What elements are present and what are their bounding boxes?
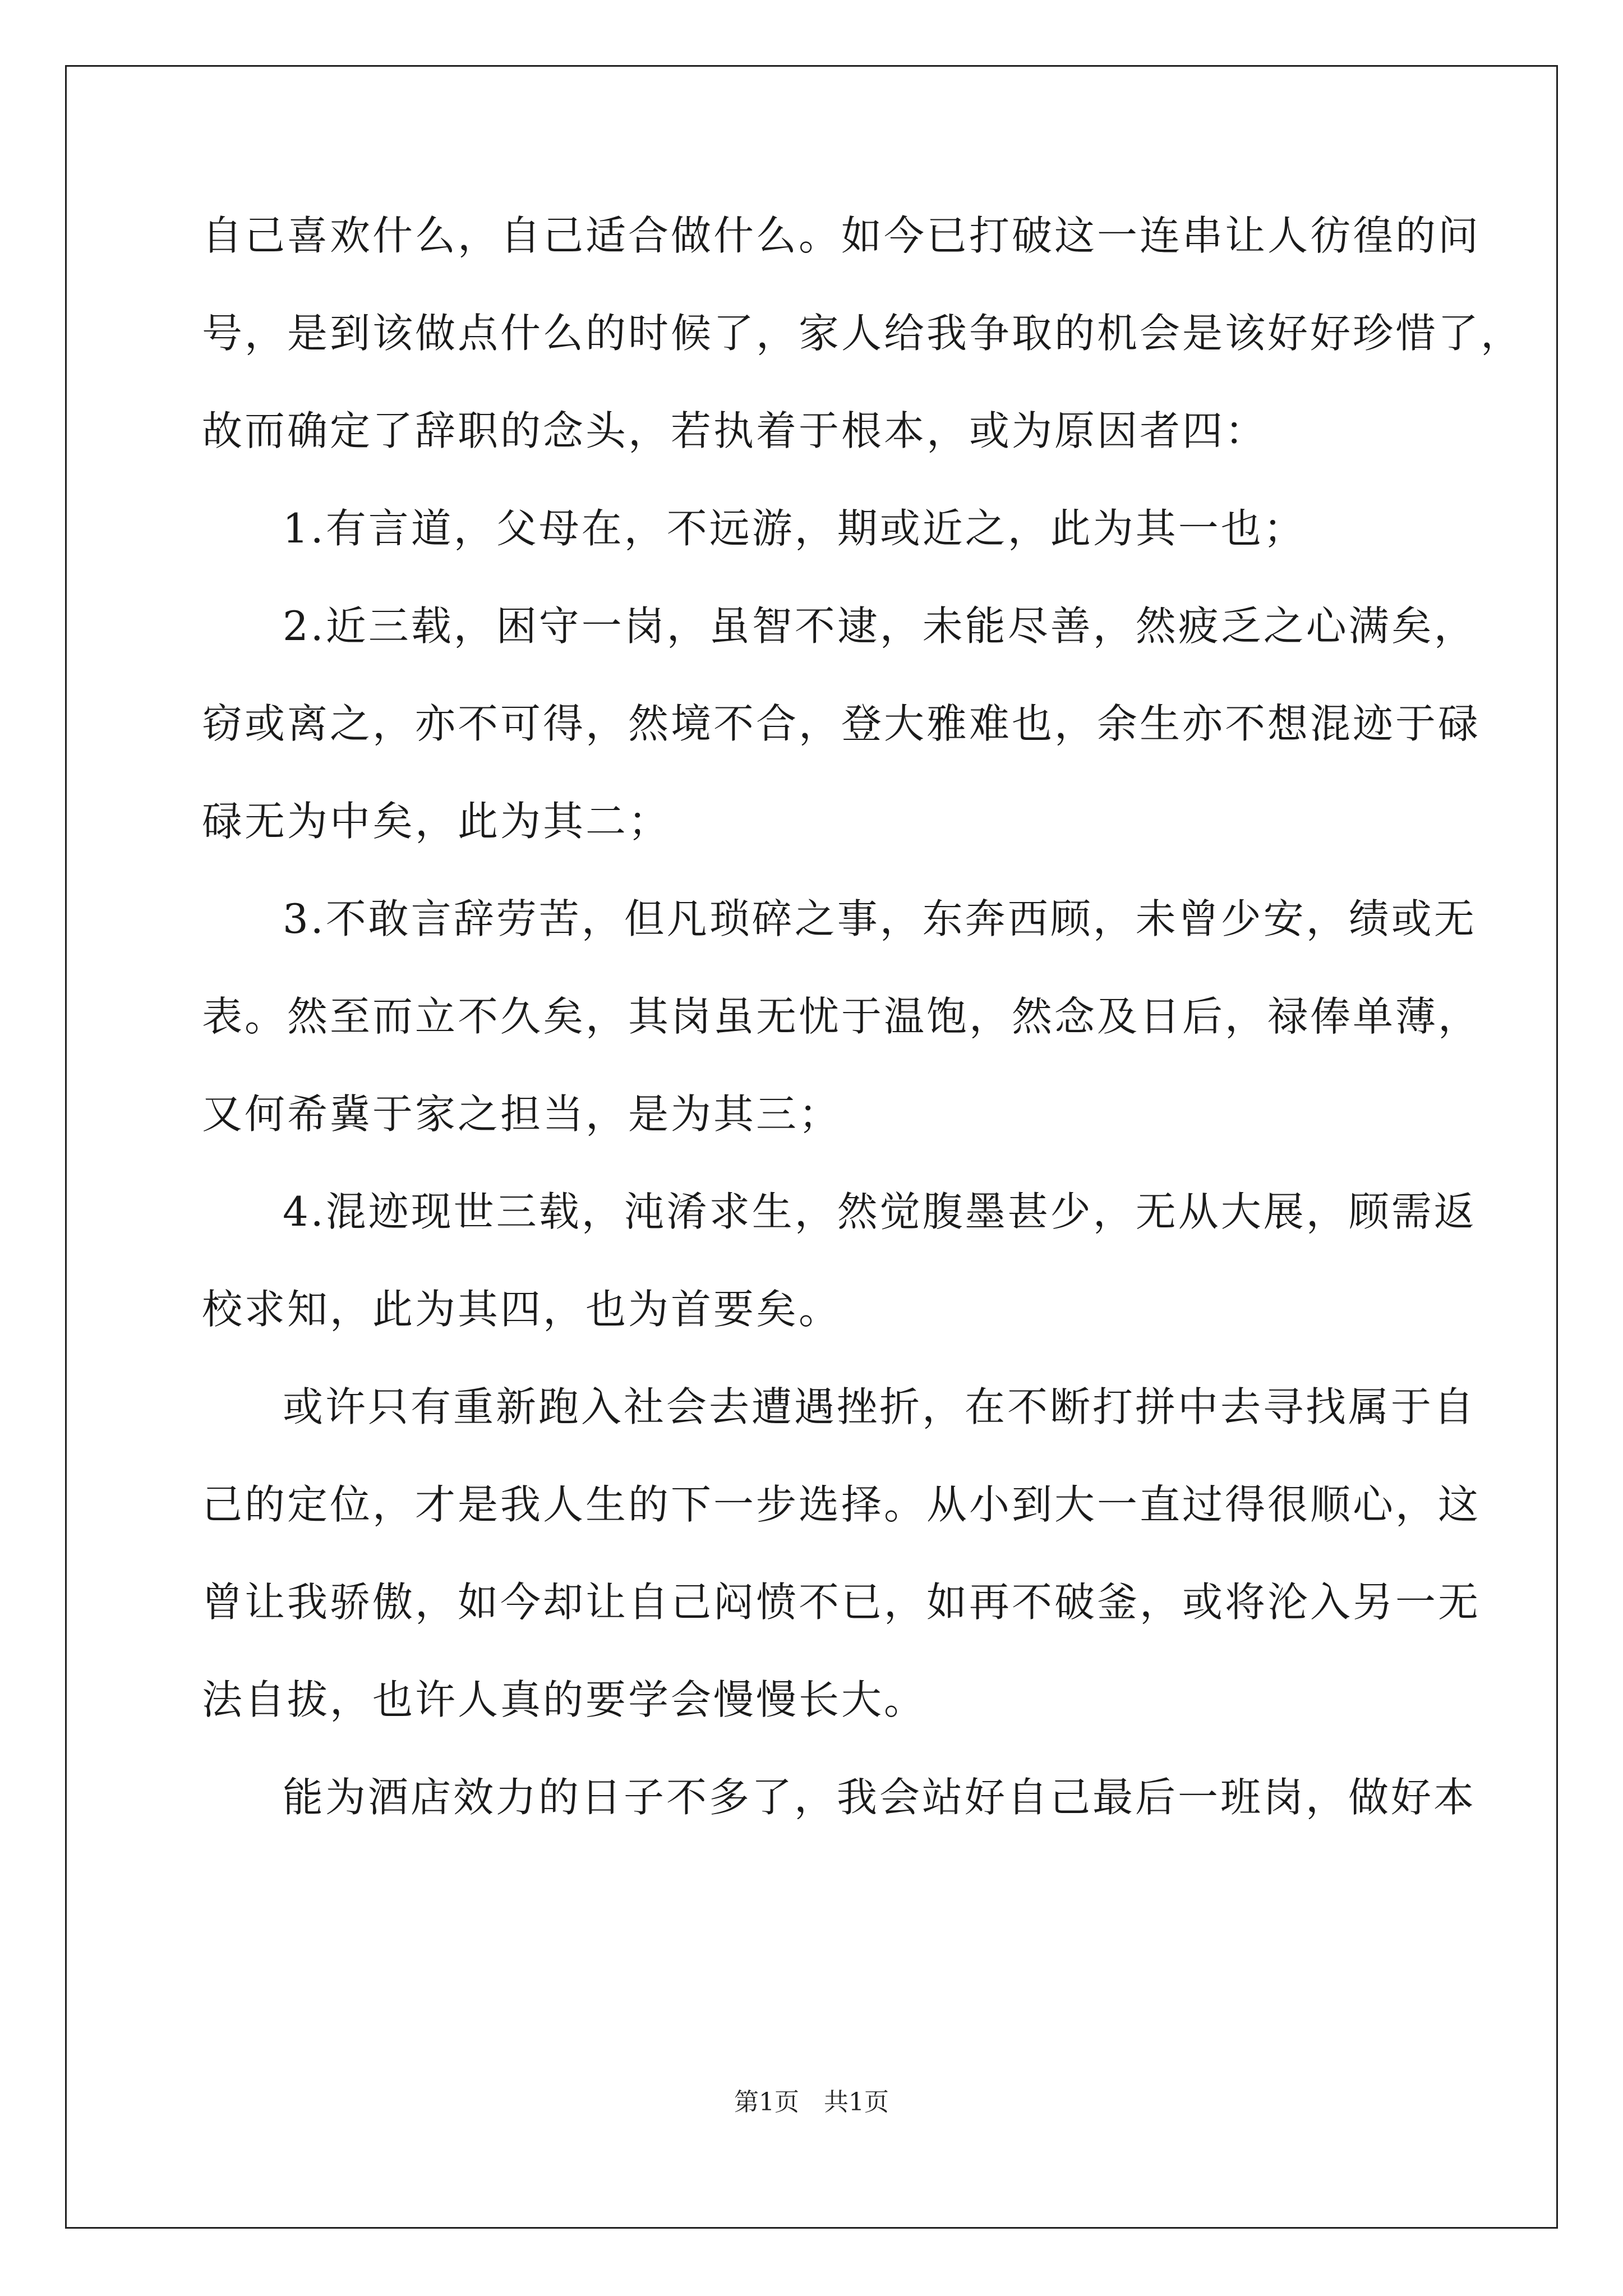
paragraph-start: 能为酒店效力的日子不多了，我会站好自己最后一班岗，做好本 [283, 1774, 1477, 1821]
text-line: 曾让我骄傲，如今却让自己闷愤不已，如再不破釜，或将沦入另一无 [202, 1579, 1481, 1626]
list-item-4: 4.混迹现世三载，沌淆求生，然觉腹墨甚少，无从大展，顾需返 [283, 1188, 1477, 1235]
text-line: 己的定位，才是我人生的下一步选择。从小到大一直过得很顺心，这 [202, 1481, 1481, 1528]
text-line: 号，是到该做点什么的时候了，家人给我争取的机会是该好好珍惜了， [202, 310, 1524, 357]
list-item-2: 2.近三载，困守一岗，虽智不逮，未能尽善，然疲乏之心满矣， [283, 602, 1477, 650]
text-line: 法自拔，也许人真的要学会慢慢长大。 [202, 1676, 927, 1723]
text-line: 表。然至而立不久矣，其岗虽无忧于温饱，然念及日后，禄俸单薄， [202, 993, 1481, 1040]
paragraph-start: 或许只有重新跑入社会去遭遇挫折，在不断打拼中去寻找属于自 [283, 1383, 1477, 1430]
list-item-1: 1.有言道，父母在，不远游，期或近之，此为其一也； [283, 505, 1306, 552]
text-line: 故而确定了辞职的念头，若执着于根本，或为原因者四： [202, 407, 1268, 454]
text-line: 自己喜欢什么，自己适合做什么。如今已打破这一连串让人彷徨的问 [202, 212, 1481, 259]
page-footer: 第1页 共1页 [734, 2088, 889, 2116]
text-line: 校求知，此为其四，也为首要矣。 [202, 1286, 842, 1333]
text-line: 又何希冀于家之担当，是为其三； [202, 1091, 842, 1138]
list-item-3: 3.不敢言辞劳苦，但凡琐碎之事，东奔西顾，未曾少安，绩或无 [283, 895, 1477, 942]
text-line: 窃或离之，亦不可得，然境不合，登大雅难也，余生亦不想混迹于碌 [202, 700, 1481, 747]
text-line: 碌无为中矣，此为其二； [202, 798, 671, 845]
